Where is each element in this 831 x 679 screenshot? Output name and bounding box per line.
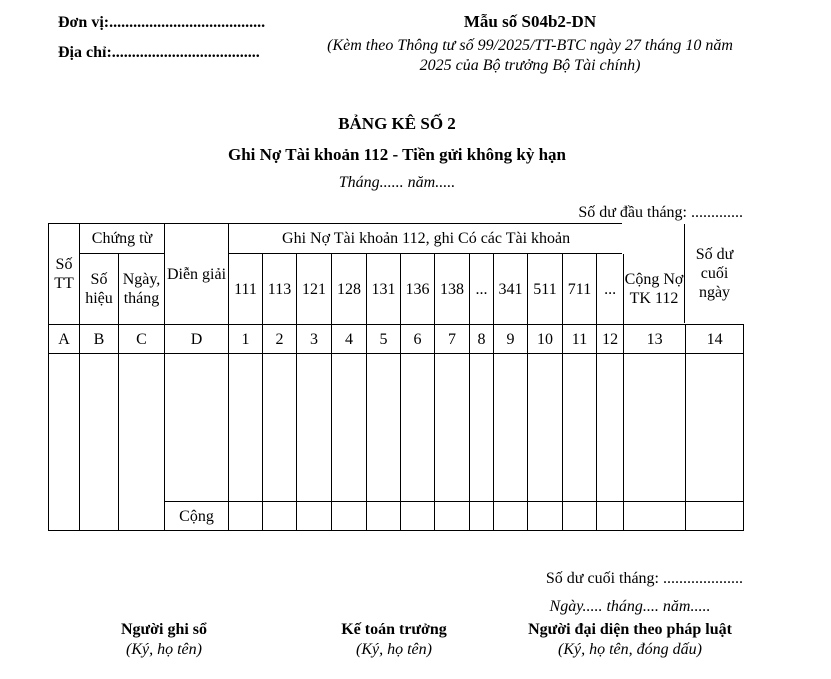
total-cell	[263, 502, 297, 531]
total-cell	[563, 502, 597, 531]
opening-balance: Số dư đầu tháng: .............	[578, 204, 743, 221]
body-cell	[624, 354, 686, 502]
code-row	[49, 325, 744, 354]
total-cell	[401, 502, 435, 531]
signature-role: Kế toán trưởng	[341, 621, 447, 638]
header-row-1	[49, 224, 744, 254]
code-cell: B	[80, 325, 119, 354]
code-cell: 7	[435, 325, 470, 354]
col-header-account: 136	[401, 254, 435, 325]
code-cell: 13	[624, 325, 686, 354]
col-group-voucher: Chứng từ	[80, 224, 165, 254]
body-cell	[367, 354, 401, 502]
total-cell	[470, 502, 494, 531]
body-row	[49, 354, 744, 502]
signature-chief-accountant	[314, 620, 474, 660]
col-header-account: 121	[297, 254, 332, 325]
col-header-description: Diễn giải	[165, 224, 229, 325]
col-header-account: 111	[229, 254, 263, 325]
code-cell: 2	[263, 325, 297, 354]
col-header-account: 138	[435, 254, 470, 325]
signature-role: Người ghi sổ	[120, 621, 208, 638]
total-cell	[528, 502, 563, 531]
form-note: (Kèm theo Thông tư số 99/2025/TT-BTC ngày 27 tháng 10 năm 2025 của Bộ trưởng Bộ Tài chính)	[327, 37, 733, 74]
total-cell	[494, 502, 528, 531]
total-cell	[686, 502, 744, 531]
signature-legal-representative	[520, 620, 740, 660]
page-subtitle: Ghi Nợ Tài khoản 112 - Tiền gửi không kỳ hạn	[227, 145, 567, 164]
code-cell: 9	[494, 325, 528, 354]
body-cell	[80, 354, 119, 531]
col-header-account: ...	[597, 254, 624, 325]
signature-recorder	[84, 620, 244, 660]
signature-note: (Ký, họ tên)	[126, 641, 202, 658]
code-cell: 5	[367, 325, 401, 354]
date-line: Ngày..... tháng.... năm.....	[549, 598, 711, 615]
code-cell: 6	[401, 325, 435, 354]
total-cell	[624, 502, 686, 531]
col-header-account: 511	[528, 254, 563, 325]
body-cell	[332, 354, 367, 502]
body-cell	[119, 354, 165, 531]
address-field: Địa chỉ:.....................................	[58, 44, 260, 61]
code-cell: C	[119, 325, 165, 354]
code-cell: D	[165, 325, 229, 354]
code-cell: 3	[297, 325, 332, 354]
col-header-account: 128	[332, 254, 367, 325]
body-cell	[401, 354, 435, 502]
total-cell	[367, 502, 401, 531]
page-title: BẢNG KÊ SỐ 2	[338, 114, 456, 133]
code-cell: 11	[563, 325, 597, 354]
closing-balance: Số dư cuối tháng: ....................	[545, 570, 743, 587]
signature-role: Người đại diện theo pháp luật	[528, 621, 732, 638]
total-cell	[229, 502, 263, 531]
body-cell	[263, 354, 297, 502]
body-cell	[597, 354, 624, 502]
col-header-account: ...	[470, 254, 494, 325]
code-cell: 1	[229, 325, 263, 354]
body-cell	[49, 354, 80, 531]
body-cell	[229, 354, 263, 502]
total-cell	[597, 502, 624, 531]
code-cell: 12	[597, 325, 624, 354]
code-cell: 14	[686, 325, 744, 354]
col-header-total: Cộng Nợ TK 112	[624, 270, 684, 307]
code-cell: A	[49, 325, 80, 354]
code-cell: 4	[332, 325, 367, 354]
signature-note: (Ký, họ tên, đóng dấu)	[558, 641, 702, 658]
body-cell	[435, 354, 470, 502]
body-cell	[297, 354, 332, 502]
unit-field: Đơn vị:.......................................	[58, 14, 266, 31]
body-cell	[686, 354, 744, 502]
body-cell	[165, 354, 229, 502]
total-cell	[332, 502, 367, 531]
period-line: Tháng...... năm.....	[338, 174, 456, 191]
col-header-account: 711	[563, 254, 597, 325]
col-header-voucher-date: Ngày, tháng	[119, 254, 165, 325]
col-header-end-balance: Số dư cuối ngày	[695, 246, 734, 301]
col-header-account: 131	[367, 254, 401, 325]
code-cell: 10	[528, 325, 563, 354]
col-header-voucher-number: Số hiệu	[80, 254, 119, 325]
col-header-stt: Số TT	[49, 224, 80, 325]
body-cell	[470, 354, 494, 502]
body-cell	[528, 354, 563, 502]
signature-note: (Ký, họ tên)	[356, 641, 432, 658]
col-header-account: 113	[263, 254, 297, 325]
total-cell	[297, 502, 332, 531]
total-row-label: Cộng	[165, 502, 229, 531]
body-cell	[563, 354, 597, 502]
col-header-account: 341	[494, 254, 528, 325]
total-cell	[435, 502, 470, 531]
form-number: Mẫu số S04b2-DN	[463, 12, 597, 31]
code-cell: 8	[470, 325, 494, 354]
body-cell	[494, 354, 528, 502]
col-group-accounts: Ghi Nợ Tài khoản 112, ghi Có các Tài khoản	[229, 224, 624, 254]
